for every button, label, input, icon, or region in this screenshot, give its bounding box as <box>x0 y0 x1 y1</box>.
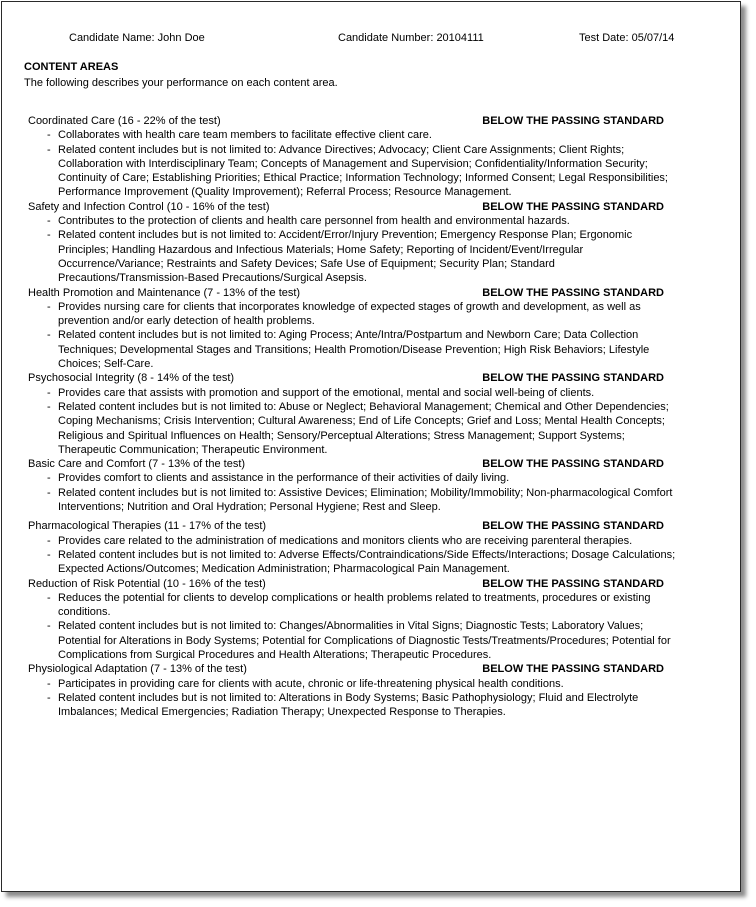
report-page <box>1 1 741 892</box>
area-description: - Provides care that assists with promotion and support of the emotional, mental and social well-being of clients. <box>28 386 678 400</box>
area-related-content: - Related content includes but is not limited to: Advance Directives; Advocacy; Client Care Assignments; Client Rights; Collaboration with Interdisciplinary Team; Concepts of Management and Supervision; Confidentiality/Information Security; Continuity of Care; Establishing Priorities; Ethical Practice; Information Technology; Informed Consent; Legal Responsibilities; Performance Improvement (Quality Improvement); Referral Process; Resource Management. <box>28 143 678 200</box>
area-description: - Provides comfort to clients and assistance in the performance of their activities of daily living. <box>28 471 678 485</box>
area-status: BELOW THE PASSING STANDARD <box>482 115 664 127</box>
area-status: BELOW THE PASSING STANDARD <box>482 286 664 299</box>
area-title: Reduction of Risk Potential (10 - 16% of the test) <box>28 577 266 590</box>
area-description: - Collaborates with health care team members to facilitate effective client care. <box>28 128 678 142</box>
content-area-psychosocial-integrity <box>28 371 678 457</box>
section-title: CONTENT AREAS <box>24 61 119 73</box>
area-header <box>28 519 678 533</box>
area-description: - Provides nursing care for clients that incorporates knowledge of expected stages of growth and development, as well as prevention and/or early detection of health problems. <box>28 300 678 329</box>
area-header <box>28 662 678 676</box>
area-status: BELOW THE PASSING STANDARD <box>482 372 664 385</box>
area-description: - Provides care related to the administration of medications and monitors clients who are receiving parenteral therapies. <box>28 534 678 548</box>
area-title: Coordinated Care (16 - 22% of the test) <box>28 115 221 127</box>
content-area-safety-infection-control <box>28 200 678 286</box>
area-header <box>28 457 678 471</box>
content-area-pharmacological-therapies <box>28 519 678 576</box>
content-area-basic-care-comfort <box>28 457 678 514</box>
area-description: - Reduces the potential for clients to develop complications or health problems related to treatments, procedures or existing conditions. <box>28 591 678 620</box>
area-header <box>28 371 678 385</box>
area-title: Safety and Infection Control (10 - 16% of the test) <box>28 200 270 213</box>
area-status: BELOW THE PASSING STANDARD <box>482 663 664 676</box>
content-area-coordinated-care <box>28 114 678 200</box>
area-status: BELOW THE PASSING STANDARD <box>482 200 664 213</box>
area-status: BELOW THE PASSING STANDARD <box>482 520 664 533</box>
area-header <box>28 114 678 128</box>
area-related-content: - Related content includes but is not limited to: Accident/Error/Injury Prevention; Emergency Response Plan; Ergonomic Principles; Handling Hazardous and Infectious Materials; Home Safety; Reporting of Incident/Event/Irregular Occurrence/Variance; Restraints and Safety Devices; Safe Use of Equipment; Security Plan; Standard Precautions/Transmission-Based Precautions/Surgical Asepsis. <box>28 228 678 285</box>
area-description: - Contributes to the protection of clients and health care personnel from health and environmental hazards. <box>28 214 678 228</box>
test-date: Test Date: 05/07/14 <box>579 32 675 44</box>
area-related-content: - Related content includes but is not limited to: Changes/Abnormalities in Vital Signs; Diagnostic Tests; Laboratory Values; Potential for Alterations in Body Systems; Potential for Complications of Diagnostic Tests/Treatments/Procedures; Potential for Complications from Surgical Procedures and Health Alterations; Therapeutic Procedures. <box>28 619 678 662</box>
area-description: - Participates in providing care for clients with acute, chronic or life-threatening physical health conditions. <box>28 677 678 691</box>
area-status: BELOW THE PASSING STANDARD <box>482 458 664 471</box>
area-related-content: - Related content includes but is not limited to: Abuse or Neglect; Behavioral Management; Chemical and Other Dependencies; Coping Mechanisms; Crisis Intervention; Cultural Awareness; End of Life Concepts; Grief and Loss; Mental Health Concepts; Religious and Spiritual Influences on Health; Sensory/Perceptual Alterations; Stress Management; Support Systems; Therapeutic Communication; Therapeutic Environment. <box>28 400 678 457</box>
area-title: Psychosocial Integrity (8 - 14% of the test) <box>28 372 235 385</box>
area-header <box>28 577 678 591</box>
area-related-content: - Related content includes but is not limited to: Aging Process; Ante/Intra/Postpartum and Newborn Care; Data Collection Techniques; Developmental Stages and Transitions; Health Promotion/Disease Prevention; High Risk Behaviors; Lifestyle Choices; Self-Care. <box>28 328 678 371</box>
candidate-name: Candidate Name: John Doe <box>69 32 205 44</box>
content-areas-list <box>28 114 678 719</box>
area-title: Pharmacological Therapies (11 - 17% of the test) <box>28 520 267 533</box>
area-title: Basic Care and Comfort (7 - 13% of the test) <box>28 458 246 471</box>
area-related-content: - Related content includes but is not limited to: Assistive Devices; Elimination; Mobility/Immobility; Non-pharmacological Comfort Interventions; Nutrition and Oral Hydration; Personal Hygiene; Rest and Sleep. <box>28 486 678 515</box>
content-area-reduction-of-risk <box>28 577 678 663</box>
section-intro: The following describes your performance on each content area. <box>24 77 338 89</box>
area-title: Physiological Adaptation (7 - 13% of the test) <box>28 663 247 676</box>
area-related-content: - Related content includes but is not limited to: Alterations in Body Systems; Basic Pathophysiology; Fluid and Electrolyte Imbalances; Medical Emergencies; Radiation Therapy; Unexpected Response to Therapies. <box>28 691 678 720</box>
content-area-physiological-adaptation <box>28 662 678 719</box>
area-related-content: - Related content includes but is not limited to: Adverse Effects/Contraindications/Side Effects/Interactions; Dosage Calculations; Expected Actions/Outcomes; Medication Administration; Pharmacological Pain Management. <box>28 548 678 577</box>
candidate-number: Candidate Number: 20104111 <box>338 32 484 44</box>
area-status: BELOW THE PASSING STANDARD <box>482 577 664 590</box>
area-header <box>28 286 678 300</box>
area-header <box>28 200 678 214</box>
area-title: Health Promotion and Maintenance (7 - 13% of the test) <box>28 286 301 299</box>
content-area-health-promotion <box>28 286 678 372</box>
